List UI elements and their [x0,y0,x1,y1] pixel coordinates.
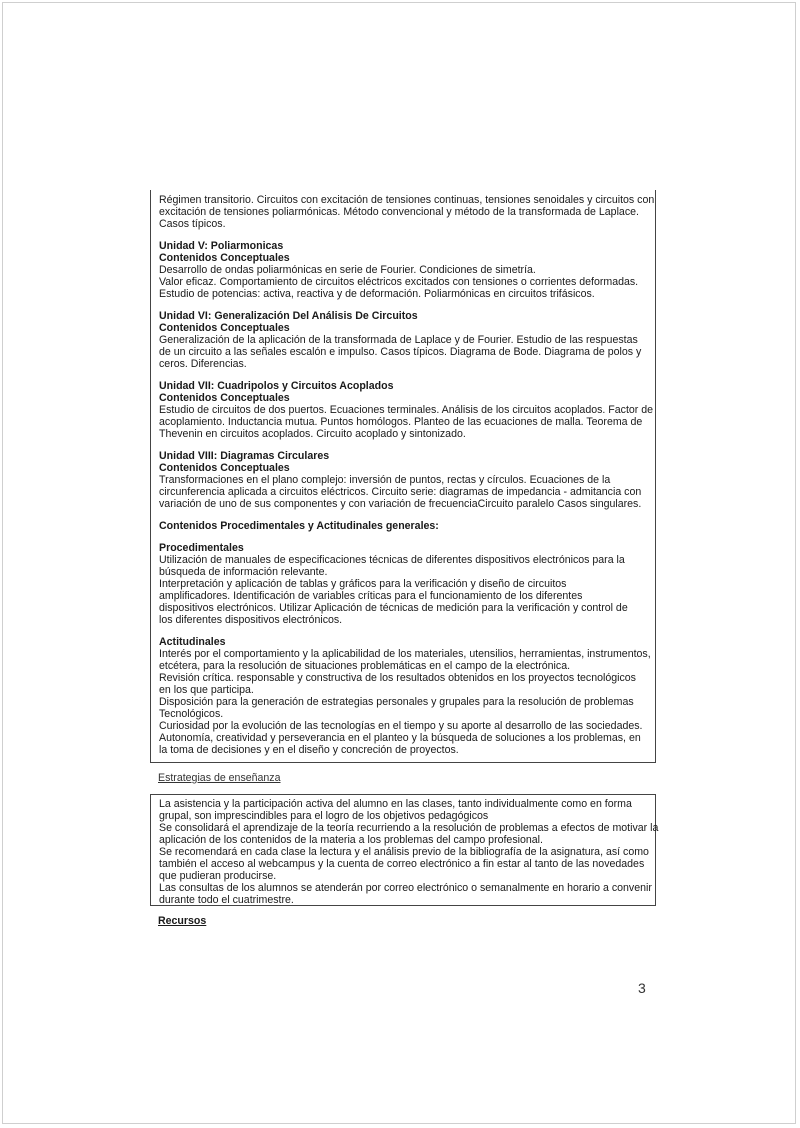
text-line: Transformaciones en el plano complejo: inversión de puntos, rectas y círculos. Ecuaciones de la [159,474,611,486]
text-line: variación de uno de sus componentes y con variación de frecuenciaCircuito paralelo Casos singulares. [159,498,642,510]
heading-line: Contenidos Conceptuales [159,322,290,334]
heading-line: Unidad VII: Cuadripolos y Circuitos Acoplados [159,380,394,392]
text-line: grupal, son imprescindibles para el logro de los objetivos pedagógicos [159,810,489,822]
heading-line: Contenidos Procedimentales y Actitudinales generales: [159,520,439,532]
text-line: que pudieran producirse. [159,870,277,882]
text-line: Estudio de potencias: activa, reactiva y de deformación. Poliarmónicas en circuitos trifásicos. [159,288,595,300]
text-line: de un circuito a las señales escalón e impulso. Casos típicos. Diagrama de Bode. Diagrama de polos y [159,346,642,358]
text-line: Curiosidad por la evolución de las tecnologías en el tiempo y su aporte al desarrollo de las sociedades. [159,720,643,732]
heading-line: Unidad VI: Generalización Del Análisis De Circuitos [159,310,418,322]
text-line: Valor eficaz. Comportamiento de circuitos eléctricos excitados con tensiones o corrientes deformadas. [159,276,639,288]
text-line: circunferencia aplicada a circuitos eléctricos. Circuito serie: diagramas de impedancia - admitancia con [159,486,642,498]
text-line: Utilización de manuales de especificaciones técnicas de diferentes dispositivos electrónicos para la [159,554,625,566]
heading-line: Contenidos Conceptuales [159,462,290,474]
text-line: Revisión crítica. responsable y constructiva de los resultados obtenidos en los proyectos tecnológicos [159,672,636,684]
spacer [159,440,655,450]
text-line: durante todo el cuatrimestre. [159,894,294,906]
spacer [159,300,655,310]
text-line: Las consultas de los alumnos se atenderán por correo electrónico o semanalmente en horario a convenir [159,882,652,894]
text-line: Interpretación y aplicación de tablas y gráficos para la verificación y diseño de circuitos [159,578,567,590]
spacer [159,370,655,380]
spacer [159,626,655,636]
contents-box [150,190,656,763]
section-heading-recursos: Recursos [158,915,207,927]
text-line: La asistencia y la participación activa del alumno en las clases, tanto individualmente como en forma [159,798,632,810]
text-line: amplificadores. Identificación de variables críticas para el funcionamiento de los diferentes [159,590,583,602]
page-number: 3 [638,980,646,996]
heading-line: Contenidos Conceptuales [159,392,290,404]
text-line: Se consolidará el aprendizaje de la teoría recurriendo a la resolución de problemas a efectos de motivar la [159,822,659,834]
text-line: también el acceso al webcampus y la cuenta de correo electrónico a fin estar al tanto de las novedades [159,858,645,870]
text-line: Tecnológicos. [159,708,224,720]
text-line: Disposición para la generación de estrategias personales y grupales para la resolución de problemas [159,696,634,708]
text-line: Régimen transitorio. Circuitos con excitación de tensiones continuas, tensiones senoidales y circuitos con [159,194,655,206]
text-line: búsqueda de información relevante. [159,566,328,578]
text-line: Casos típicos. [159,218,226,230]
text-line: aplicación de los contenidos de la materia a los problemas del campo profesional. [159,834,543,846]
spacer [159,510,655,520]
text-line: los diferentes dispositivos electrónicos. [159,614,343,626]
strategies-box [150,794,659,906]
text-line: Se recomendará en cada clase la lectura y el análisis previo de la bibliografía de la asignatura, así como [159,846,649,858]
text-line: Thevenin en circuitos acoplados. Circuito acoplado y sintonizado. [159,428,466,440]
heading-line: Unidad VIII: Diagramas Circulares [159,450,330,462]
text-line: Desarrollo de ondas poliarmónicas en serie de Fourier. Condiciones de simetría. [159,264,536,276]
heading-line: Unidad V: Poliarmonicas [159,240,284,252]
text-line: Autonomía, creatividad y perseverancia en el planteo y la búsqueda de soluciones a los problemas, en [159,732,641,744]
heading-line: Procedimentales [159,542,244,554]
section-heading-estrategias: Estrategias de enseñanza [158,772,281,784]
text-line: etcétera, para la resolución de situaciones problemáticas en el campo de la electrónica. [159,660,571,672]
heading-line: Contenidos Conceptuales [159,252,290,264]
text-line: Interés por el comportamiento y la aplicabilidad de los materiales, utensilios, herramientas, instrumentos, [159,648,651,660]
spacer [159,230,655,240]
spacer [159,532,655,542]
text-line: dispositivos electrónicos. Utilizar Aplicación de técnicas de medición para la verificación y control de [159,602,628,614]
text-line: Generalización de la aplicación de la transformada de Laplace y de Fourier. Estudio de las respuestas [159,334,638,346]
heading-line: Actitudinales [159,636,226,648]
text-line: ceros. Diferencias. [159,358,247,370]
text-line: en los que participa. [159,684,254,696]
text-line: excitación de tensiones poliarmónicas. Método convencional y método de la transformada de Laplace. [159,206,639,218]
text-line: la toma de decisiones y en el diseño y concreción de proyectos. [159,744,459,756]
text-line: acoplamiento. Inductancia mutua. Puntos homólogos. Planteo de las ecuaciones de malla. Teorema de [159,416,643,428]
text-line: Estudio de circuitos de dos puertos. Ecuaciones terminales. Análisis de los circuitos acoplados. Factor de [159,404,654,416]
